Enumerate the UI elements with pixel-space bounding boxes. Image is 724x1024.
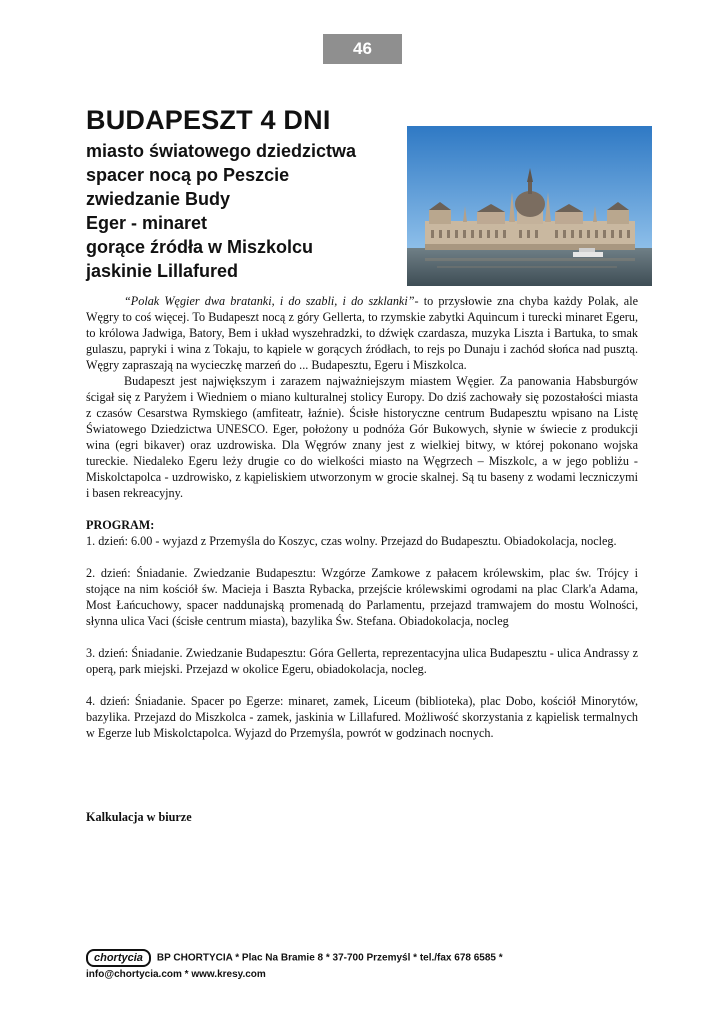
intro-text: - to przysłowie zna chyba każdy Polak, ale Węgry to coś więcej. To Budapeszt nocą z góry Gellerta, to rzymskie zabytki Aquincum i turecki minaret Egeru, to królowa Jadwiga, Batory, Bem i układ wyszehradzki, to dźwięk czardasza, muzyka Liszta i Bartuka, to smak gulaszu, papryki i wina z Tokaju, to kąpiele w gorących źródłach, to rejs po Dunaju i zachód słońca nad pusztą. Węgry zapraszają na wycieczkę marzeń do ... Budapesztu, Egeru i Miszkolca. xyxy=(86,294,638,372)
calculation-note: Kalkulacja w biurze xyxy=(86,810,192,824)
program-day: 4. dzień: Śniadanie. Spacer po Egerze: minaret, zamek, Liceum (biblioteka), plac Dobo, kościół Minorytów, bazylika. Przejazd do Miszkolca - zamek, jaskinia w Lillafured. Możliwość skorzystania z kąpielisk termalnych w Egerze lub Miskolctapolca. Wyjazd do Przemyśla, powrót w godzinach nocnych. xyxy=(86,694,638,740)
title-block xyxy=(86,104,406,283)
body-text xyxy=(86,293,638,741)
program-day: 3. dzień: Śniadanie. Zwiedzanie Budapesztu: Góra Gellerta, reprezentacyjna ulica Budapesztu - ulica Andrassy z operą, park miejski. Przejazd w okolice Egeru, obiadokolacja, nocleg. xyxy=(86,646,638,676)
intro-paragraph xyxy=(86,293,638,373)
footer-address: BP CHORTYCIA * Plac Na Bramie 8 * 37-700 Przemyśl * tel./fax 678 6585 * xyxy=(156,952,503,964)
program-day: 1. dzień: 6.00 - wyjazd z Przemyśla do Koszyc, czas wolny. Przejazd do Budapesztu. Obiadokolacja, nocleg. xyxy=(86,534,617,548)
footer xyxy=(86,949,646,983)
page-number-badge: 46 xyxy=(323,34,402,64)
subtitle-line: gorące źródła w Miszkolcu xyxy=(86,237,314,257)
subtitle-line: spacer nocą po Peszcie xyxy=(86,165,290,185)
chortycia-logo: chortycia xyxy=(86,949,151,967)
program-day: 2. dzień: Śniadanie. Zwiedzanie Budapesztu: Wzgórze Zamkowe z pałacem królewskim, plac św. Trójcy i stojące na nim kościół św. Macieja i Baszta Rybacka, przejście królewskimi ogrodami na plac Clark'a Adama, Most Łańcuchowy, spacer naddunajską promenadą do Parlamentu, przejazd tramwajem do mostu Wolności, słynna ulica Vaci (ścisłe centrum miasta), bazylika Św. Stefana. Obiadokolacja, nocleg xyxy=(86,566,638,628)
parliament-photo xyxy=(407,126,652,286)
program-heading: PROGRAM: xyxy=(86,518,155,532)
page-title: BUDAPESZT 4 DNI xyxy=(86,105,331,135)
subtitle-list xyxy=(86,139,406,283)
subtitle-line: jaskinie Lillafured xyxy=(86,261,239,281)
footer-contact: info@chortycia.com * www.kresy.com xyxy=(86,969,266,980)
subtitle-line: Eger - minaret xyxy=(86,213,208,233)
proverb-quote: “Polak Węgier dwa bratanki, i do szabli, i do szklanki” xyxy=(124,294,415,308)
budapest-paragraph: Budapeszt jest największym i zarazem najważniejszym miastem Węgier. Za panowania Habsburgów ścigał się z Paryżem i Wiedniem o miano kulturalnej stolicy Europy. Do dziś zachowały się pozostałości miasta z czasów Cesarstwa Rymskiego (amfiteatr, łaźnie). Ścisłe historyczne centrum Budapesztu wpisano na Listę Światowego Dziedzictwa UNESCO. Eger, położony u podnóża Gór Bukowych, słynie w świecie z produkcji wina (egri bikaver) oraz uzdrowiska. Dla Węgrów znany jest z wielkiej bitwy, w której pokonano wojska tureckie. Niedaleko Egeru leży drugie co do wielkości miasto na Węgrzech – Miszkolc, a w jego pobliżu - Miskolctapolca - uzdrowisko, z kąpieliskiem utworzonym w grocie skalnej. Są tu baseny z wodami leczniczymi i basen rekreacyjny. xyxy=(86,374,638,500)
subtitle-line: zwiedzanie Budy xyxy=(86,189,231,209)
subtitle-line: miasto światowego dziedzictwa xyxy=(86,141,357,161)
